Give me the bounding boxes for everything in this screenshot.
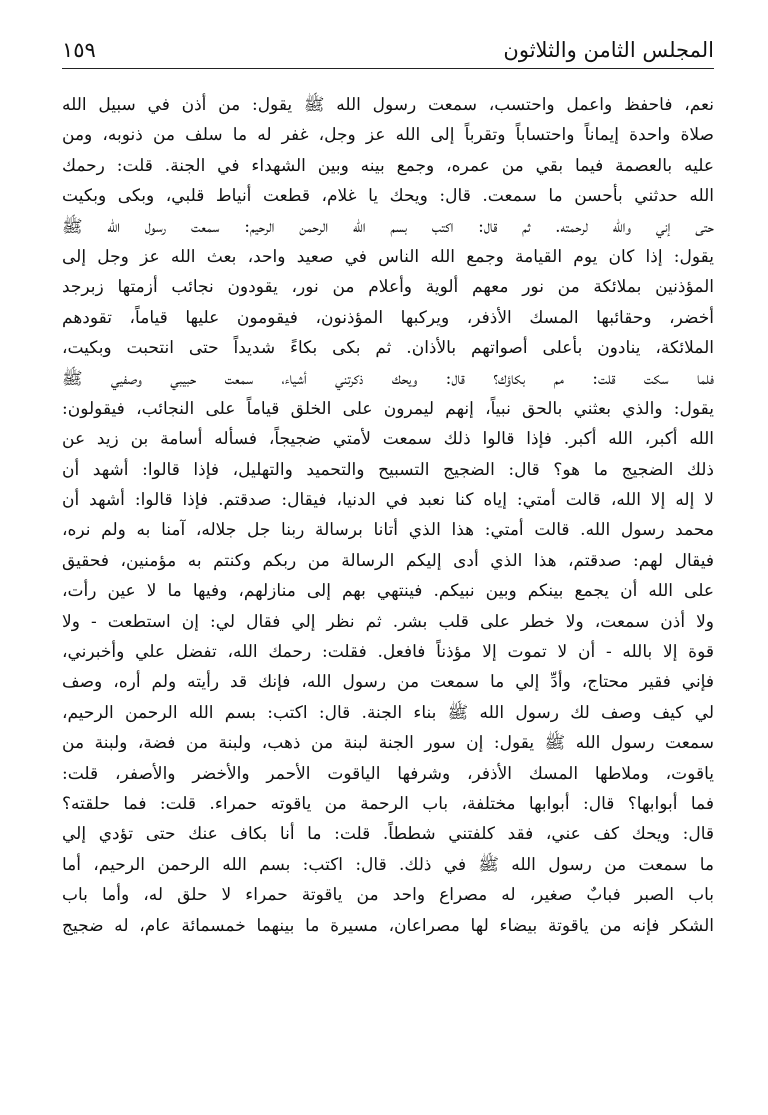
text-line: ولا أذن سمعت، ولا خطر على قلب بشر. ثم نظر إلي فقال لي: إن استطعت - ولا	[62, 611, 714, 632]
text-line: قال: ويحك كف عني، فقد كلفتني شططاً. قلت: ما أنا بكاف عنك حتى تؤدي إلي	[62, 824, 714, 845]
text-line: لا إله إلا الله، قالت أمتي: إياه كنا نعبد في الدنيا، فيقال: صدقتم. فإذا قالوا: أشهد أن	[62, 490, 714, 511]
text-line: عليه بالعصمة فيما بقي من عمره، وجمع بينه وبين الشهداء في الجنة. قلت: رحمك	[62, 155, 714, 176]
text-line: حتى إني والله لرحمته. ثم قال: اكتب بسم الله الرحمن الرحيم: سمعت رسول الله ﷺ	[62, 216, 714, 237]
chapter-title: المجلس الثامن والثلاثون	[503, 38, 714, 62]
text-line: فإني فقير محتاج، وأدِّ إلي ما سمعت من رسول الله، فإنك قد رأيته ولم أره، وصف	[62, 672, 714, 693]
text-line: ما سمعت من رسول الله ﷺ في ذلك. قال: اكتب: بسم الله الرحمن الرحيم، أما	[62, 854, 714, 875]
text-line: ياقوت، وملاطها المسك الأذفر، وشرفها الياقوت الأحمر والأخضر والأصفر، قلت:	[62, 763, 714, 784]
text-line: محمد رسول الله. قالت أمتي: هذا الذي أتانا برسالة ربنا جل جلاله، آمنا به ولم نره،	[62, 520, 714, 541]
text-line: يقول: إذا كان يوم القيامة وجمع الله الناس في صعيد واحد، بعث الله عز وجل إلى	[62, 246, 714, 267]
text-line: قوة إلا بالله - أن لا تموت إلا مؤذناً فافعل. فقلت: رحمك الله، تفضل علي وأخبرني،	[62, 642, 714, 663]
page-number: ١٥٩	[62, 38, 96, 62]
text-line: الله أكبر، الله أكبر. فإذا قالوا ذلك سمعت لأمتي ضجيجاً، فسأله أسامة بن زيد عن	[62, 429, 714, 450]
text-line: الملائكة، ينادون بأعلى أصواتهم بالأذان. ثم بكى بكاءً شديداً حتى انتحبت وبكيت،	[62, 338, 714, 359]
page-header	[62, 30, 714, 69]
text-line: فيقال لهم: صدقتم، هذا الذي أدى إليكم الرسالة من ربكم وكنتم به مؤمنين، فحقيق	[62, 550, 714, 571]
text-line: المؤذنين بملائكة من نور معهم ألوية وأعلام من نور، يقودون نجائب أزمتها زبرجد	[62, 277, 714, 298]
text-line: فما أبوابها؟ قال: أبوابها مختلفة، باب الرحمة من ياقوته حمراء. قلت: فما حلقته؟	[62, 793, 714, 814]
text-line: الشكر فإنه من ياقوتة بيضاء لها مصراعان، مسيرة ما بينهما خمسمائة عام، له ضجيج	[62, 915, 714, 936]
text-line: الله حدثني بأحسن ما سمعت. قال: ويحك يا غلام، قطعت أنياط قلبي، وبكى وبكيت	[62, 186, 714, 207]
text-line: أخضر، وحقائبها المسك الأذفر، ويركبها المؤذنون، فيقومون عليها قياماً، تقودهم	[62, 307, 714, 328]
text-line: يقول: والذي بعثني بالحق نبياً، إنهم ليمرون على الخلق قياماً على النجائب، فيقولون:	[62, 398, 714, 419]
text-line: صلاة واحدة إيماناً واحتساباً وتقرباً إلى الله عز وجل، غفر له ما سلف من ذنوبه، ومن	[62, 125, 714, 146]
text-line: سمعت رسول الله ﷺ يقول: إن سور الجنة لبنة من ذهب، ولبنة من فضة، ولبنة من	[62, 733, 714, 754]
text-line: ذلك الضجيج ما هو؟ قال: الضجيج التسبيح والتحميد والتهليل، فإذا قالوا: أشهد أن	[62, 459, 714, 480]
text-line: فلما سكت قلت: مم بكاؤك؟ قال: ويحك ذكرتني أشياء، سمعت حبيبي وصفيي ﷺ	[62, 368, 714, 389]
text-line: باب الصبر فبابٌ صغير، له مصراع واحد من ياقوتة حمراء لا حلق له، وأما باب	[62, 885, 714, 906]
body-text	[62, 90, 714, 941]
text-line: لي كيف وصف لك رسول الله ﷺ بناء الجنة. قال: اكتب: بسم الله الرحمن الرحيم،	[62, 702, 714, 723]
text-line: على الله أن يجمع بينكم وبين نبيكم. فينتهي بهم إلى منازلهم، وفيها ما لا عين رأت،	[62, 581, 714, 602]
text-line: نعم، فاحفظ واعمل واحتسب، سمعت رسول الله ﷺ يقول: من أذن في سبيل الله	[62, 95, 714, 115]
